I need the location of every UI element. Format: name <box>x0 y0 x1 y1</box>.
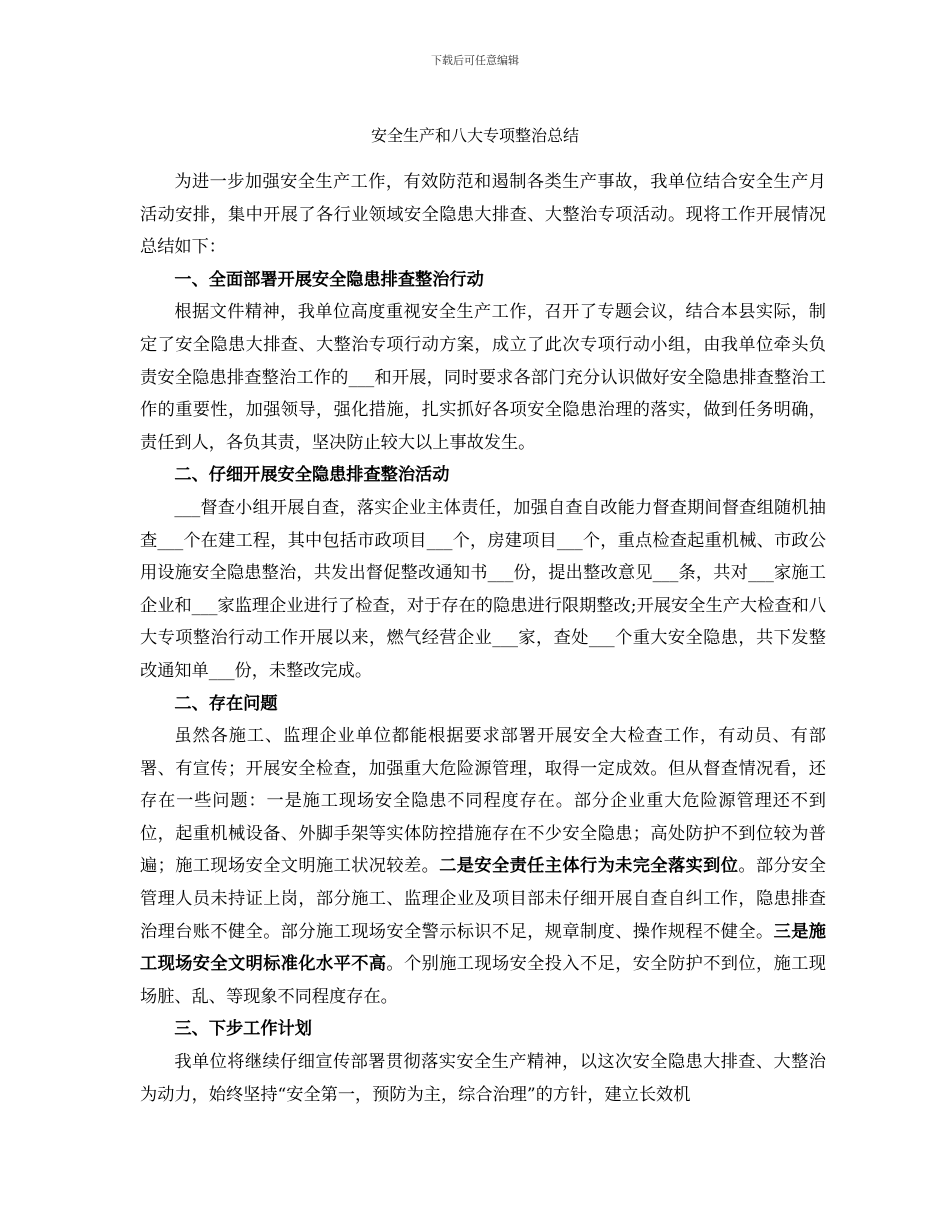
section-heading-deployment: 一、全面部署开展安全隐患排查整治行动 <box>174 269 484 290</box>
problems-text-part-2: 。部分安全管理人员未持证上岗，部分施工、监理企业及项目部未仔细开展自查自纠工作，隐患排查治理台账不健全。部分施工现场安全警示标识不足，规章制度、操作规程不健全。 <box>140 856 826 942</box>
section-paragraph-deployment: 根据文件精神，我单位高度重视安全生产工作，召开了专题会议，结合本县实际，制定了安全隐患大排查、大整治专项行动方案，成立了此次专项行动小组，由我单位牵头负责安全隐患排查整治工作的___和开展，同时要求各部门充分认识做好安全隐患排查整治工作的重要性，加强领导，强化措施，扎实抓好各项安全隐患治理的落实，做到任务明确，责任到人，各负其责，坚决防止较大以上事故发生。 <box>140 302 826 453</box>
problems-text-part-1: 虽然各施工、监理企业单位都能根据要求部署开展安全大检查工作，有动员、有部署、有宣传；开展安全检查，加强重大危险源管理，取得一定成效。但从督查情况看，还存在一些问题：一是施工现场安全隐患不同程度存在。部分企业重大危险源管理还不到位，起重机械设备、外脚手架等实体防控措施存在不少安全隐患；高处防护不到位较为普遍；施工现场安全文明施工状况较差。 <box>140 726 826 877</box>
intro-paragraph: 为进一步加强安全生产工作，有效防范和遏制各类生产事故，我单位结合安全生产月活动安排，集中开展了各行业领域安全隐患大排查、大整治专项活动。现将工作开展情况总结如下： <box>140 172 826 258</box>
section-paragraph-activities: ___督查小组开展自查，落实企业主体责任，加强自查自改能力督查期间督查组随机抽查___个在建工程，其中包括市政项目___个，房建项目___个，重点检查起重机械、市政公用设施安全隐患整治，共发出督促整改通知书___份，提出整改意见___条，共对___家施工企业和___家监理企业进行了检查，对于存在的隐患进行限期整改;开展安全生产大检查和八大专项整治行动工作开展以来，燃气经营企业___家，查处___个重大安全隐患，共下发整改通知单___份，未整改完成。 <box>140 497 826 681</box>
section-paragraph-next-steps: 我单位将继续仔细宣传部署贯彻落实安全生产精神，以这次安全隐患大排查、大整治为动力，始终坚持“安全第一，预防为主，综合治理”的方针，建立长效机 <box>140 1052 826 1105</box>
section-paragraph-problems <box>140 720 826 1013</box>
document-body <box>140 166 826 1111</box>
section-heading-next-steps: 三、下步工作计划 <box>174 1019 312 1040</box>
header-note: 下载后可任意编辑 <box>431 54 519 67</box>
section-heading-activities: 二、仔细开展安全隐患排查整治活动 <box>174 465 450 486</box>
section-heading-problems: 二、存在问题 <box>174 693 278 714</box>
document-title: 安全生产和八大专项整治总结 <box>370 126 579 145</box>
problems-text-part-3: 。个别施工现场安全投入不足，安全防护不到位，施工现场脏、乱、等现象不同程度存在。 <box>140 954 826 1007</box>
problems-bold-standardization: 三是施工现场安全文明标准化水平不高 <box>140 921 826 975</box>
problems-bold-responsibility: 二是安全责任主体行为未完全落实到位 <box>439 856 739 877</box>
